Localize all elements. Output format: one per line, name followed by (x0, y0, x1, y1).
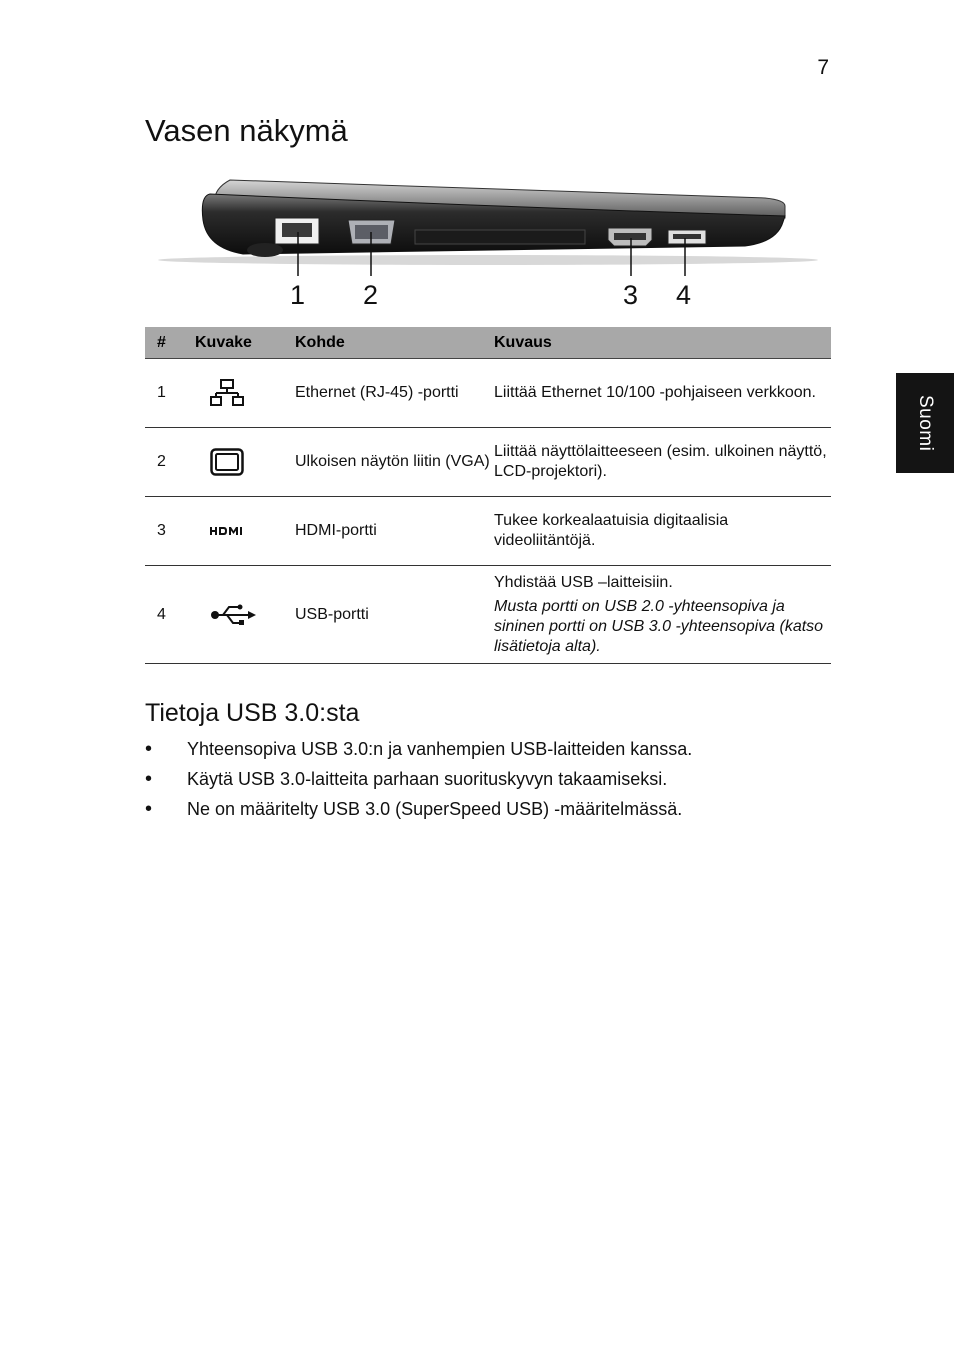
laptop-foot (247, 243, 283, 257)
row-number: 2 (145, 428, 195, 497)
language-tab-label: Suomi (915, 394, 936, 452)
usb-icon (210, 602, 258, 628)
table-header-row (145, 327, 831, 359)
header-icon: Kuvake (195, 327, 295, 359)
header-number: # (145, 327, 195, 359)
row-target: Ethernet (RJ-45) -portti (295, 359, 494, 428)
vga-icon (210, 448, 244, 476)
row-description (494, 359, 831, 428)
callout-4: 4 (676, 280, 692, 310)
usb-bullet-list (145, 736, 692, 826)
page-title: Vasen näkymä (145, 113, 348, 148)
row-description (494, 497, 831, 566)
language-tab (896, 373, 954, 473)
row-description-text: Tukee korkealaatuisia digitaalisia videoliitäntöjä. (494, 512, 729, 549)
hdmi-port (608, 228, 652, 246)
row-target: USB-portti (295, 566, 494, 664)
row-description-text: Yhdistää USB –laitteisiin. (494, 573, 673, 591)
row-description (494, 566, 831, 664)
table-row (145, 566, 831, 664)
row-number: 1 (145, 359, 195, 428)
usb-section-title: Tietoja USB 3.0:sta (145, 699, 360, 727)
row-description-text: Liittää Ethernet 10/100 -pohjaiseen verkkoon. (494, 384, 816, 401)
ethernet-port (275, 218, 319, 244)
table-row (145, 497, 831, 566)
row-target: HDMI-portti (295, 497, 494, 566)
header-description: Kuvaus (494, 327, 831, 359)
callout-1: 1 (290, 280, 306, 310)
row-number: 3 (145, 497, 195, 566)
list-item: • Ne on määritelty USB 3.0 (SuperSpeed USB) -määritelmässä. (145, 796, 692, 826)
laptop-shadow (158, 255, 818, 265)
callout-3: 3 (623, 280, 639, 310)
hdmi-icon (210, 526, 248, 536)
row-description (494, 428, 831, 497)
row-number: 4 (145, 566, 195, 664)
laptop-left-side-illustration (145, 170, 831, 320)
ethernet-icon (210, 378, 244, 408)
port-table (145, 327, 831, 664)
usb-port (668, 230, 706, 244)
row-description-text: Liittää näyttölaitteeseen (esim. ulkoinen näyttö, LCD-projektori). (494, 443, 827, 480)
row-description-note: Musta portti on USB 2.0 -yhteensopiva ja sininen portti on USB 3.0 -yhteensopiva (katso lisätietoja alta). (494, 597, 824, 655)
row-target: Ulkoisen näytön liitin (VGA) (295, 428, 494, 497)
page-number: 7 (817, 56, 829, 79)
list-item: • Yhteensopiva USB 3.0:n ja vanhempien USB-laitteiden kanssa. (145, 736, 692, 766)
table-row (145, 359, 831, 428)
list-item: • Käytä USB 3.0-laitteita parhaan suorituskyvyn takaamiseksi. (145, 766, 692, 796)
header-target: Kohde (295, 327, 494, 359)
ventilation-grille (415, 230, 585, 244)
callout-2: 2 (363, 280, 379, 310)
table-row (145, 428, 831, 497)
